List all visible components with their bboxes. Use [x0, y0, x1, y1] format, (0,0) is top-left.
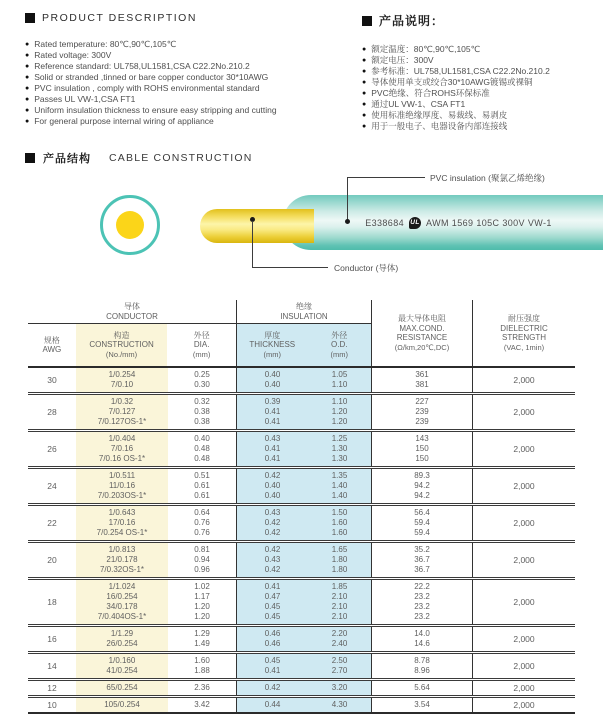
bullet-icon: ●	[25, 118, 30, 125]
cell-thickness: 0.42	[237, 681, 308, 695]
cell-awg: 20	[47, 555, 57, 565]
cell-dia: 0.25 0.30	[168, 368, 237, 392]
cell-dia: 1.60 1.88	[168, 654, 237, 678]
list-item	[362, 99, 603, 110]
list-item-text: Passes UL VW-1,CSA FT1	[34, 94, 136, 104]
cell-thickness: 0.44	[237, 698, 308, 712]
cell-od: 1.65 1.80 1.80	[308, 543, 372, 577]
bullet-icon: ●	[362, 57, 367, 64]
section-title-zh: 产品结构	[43, 153, 91, 165]
list-item	[362, 55, 603, 66]
cell-od: 3.20	[308, 681, 372, 695]
cell-dia: 0.32 0.38 0.38	[168, 395, 237, 429]
header-en: CONSTRUCTION	[89, 340, 154, 350]
cable-cross-section-conductor	[116, 211, 144, 239]
cell-thickness: 0.43 0.42 0.42	[237, 506, 308, 540]
table-row	[28, 695, 575, 712]
header-en: MAX.COND.	[399, 323, 445, 333]
cable-print-left: E338684	[365, 217, 405, 228]
group-label-zh: 导体	[124, 302, 140, 311]
cell-construction: 1/0.813 21/0.178 7/0.32OS-1*	[76, 543, 168, 577]
cell-dia: 0.81 0.94 0.96	[168, 543, 237, 577]
cell-dia: 1.02 1.17 1.20 1.20	[168, 580, 237, 624]
cell-strength: 2,000	[513, 555, 535, 565]
leader-line	[347, 177, 348, 222]
cell-dia: 1.29 1.49	[168, 627, 237, 651]
list-item	[25, 116, 360, 127]
list-item	[362, 66, 603, 77]
cell-strength: 2,000	[513, 375, 535, 385]
cell-dia: 3.42	[168, 698, 237, 712]
table-row	[28, 503, 575, 540]
bullet-icon: ●	[25, 85, 30, 92]
header-zh: 耐压强度	[508, 314, 540, 323]
column-header-awg	[28, 324, 76, 366]
cell-od: 1.35 1.40 1.40	[308, 469, 372, 503]
cell-awg: 28	[47, 407, 57, 417]
list-item	[362, 44, 603, 55]
bullet-icon: ●	[362, 123, 367, 130]
list-item	[25, 61, 360, 72]
list-item	[25, 105, 360, 116]
list-item	[362, 77, 603, 88]
ul-mark-icon: UL	[409, 217, 421, 229]
section-title-text: PRODUCT DESCRIPTION	[42, 12, 197, 24]
spec-table-body	[28, 368, 575, 714]
product-description-title	[25, 12, 360, 24]
table-row	[28, 624, 575, 651]
conductor-subheaders	[28, 324, 236, 366]
product-description-title-zh	[362, 12, 603, 29]
conductor-group	[28, 300, 237, 366]
cable-print-right: AWM 1569 105C 300V VW-1	[426, 217, 552, 228]
cell-awg: 24	[47, 481, 57, 491]
list-item	[362, 110, 603, 121]
header-unit: (VAC, 1min)	[503, 342, 545, 352]
bullet-icon: ●	[25, 96, 30, 103]
insulation-group-label	[237, 300, 371, 324]
cell-construction: 105/0.254	[76, 698, 168, 712]
header-en: STRENGTH	[502, 333, 546, 342]
table-row	[28, 540, 575, 577]
table-row	[28, 429, 575, 466]
cell-resistance: 8.78 8.96	[372, 654, 473, 678]
cell-od: 1.85 2.10 2.10 2.10	[308, 580, 372, 624]
cell-dia: 2.36	[168, 681, 237, 695]
table-row	[28, 466, 575, 503]
header-en: THICKNESS	[249, 340, 296, 350]
cell-construction: 1/0.32 7/0.127 7/0.127OS-1*	[76, 395, 168, 429]
cell-od: 1.05 1.10	[308, 368, 372, 392]
cell-thickness: 0.42 0.43 0.42	[237, 543, 308, 577]
header-unit: (mm)	[263, 349, 281, 359]
header-zh: 厚度	[264, 330, 281, 340]
table-row	[28, 651, 575, 678]
cell-thickness: 0.39 0.41 0.41	[237, 395, 308, 429]
bullet-icon: ●	[362, 90, 367, 97]
cell-thickness: 0.40 0.40	[237, 368, 308, 392]
bullet-icon: ●	[25, 63, 30, 70]
cell-thickness: 0.46 0.46	[237, 627, 308, 651]
cell-awg: 18	[47, 597, 57, 607]
cell-resistance: 56.4 59.4 59.4	[372, 506, 473, 540]
header-en: O.D.	[331, 340, 348, 350]
header-unit: (mm)	[192, 349, 211, 359]
list-item-text: 通过UL VW-1、CSA FT1	[371, 99, 466, 109]
cell-strength: 2,000	[513, 481, 535, 491]
header-zh: 最大导体电阻	[398, 314, 446, 323]
cell-strength: 2,000	[513, 683, 535, 693]
cell-strength: 2,000	[513, 597, 535, 607]
cell-resistance: 89.3 94.2 94.2	[372, 469, 473, 503]
cell-construction: 1/0.254 7/0.10	[76, 368, 168, 392]
spec-table-header	[28, 300, 575, 368]
cell-strength: 2,000	[513, 518, 535, 528]
cell-awg: 22	[47, 518, 57, 528]
column-header-dia	[167, 324, 236, 366]
leader-line	[347, 177, 425, 178]
cell-resistance: 361 381	[372, 368, 473, 392]
cell-resistance: 14.0 14.6	[372, 627, 473, 651]
header-unit: (mm)	[330, 349, 348, 359]
list-item-text: Rated voltage: 300V	[34, 50, 112, 60]
list-item	[25, 39, 360, 50]
product-description-section-zh	[362, 12, 603, 132]
product-description-list-en	[25, 39, 360, 127]
cell-awg: 16	[47, 634, 57, 644]
table-row	[28, 678, 575, 695]
header-unit: (Ω/km,20℃,DC)	[394, 342, 450, 352]
header-unit: (No./mm)	[105, 349, 138, 359]
cable-print-text	[365, 217, 552, 229]
cell-resistance: 143 150 150	[372, 432, 473, 466]
insulation-group	[237, 300, 372, 366]
product-description-section	[25, 12, 360, 127]
list-item	[362, 121, 603, 132]
spec-table	[28, 300, 575, 714]
list-item-text: 参考标准：UL758,UL1581,CSA C22.2No.210.2	[371, 66, 550, 76]
cable-insulation-drawing	[314, 195, 603, 250]
cell-dia: 0.51 0.61 0.61	[168, 469, 237, 503]
cell-awg: 26	[47, 444, 57, 454]
cell-od: 1.10 1.20 1.20	[308, 395, 372, 429]
list-item-text: Solid or stranded ,tinned or bare copper conductor 30*10AWG	[34, 72, 269, 82]
header-zh: 外径	[331, 330, 348, 340]
section-square-icon	[25, 13, 35, 23]
column-header-od	[307, 324, 371, 366]
cell-thickness: 0.42 0.40 0.40	[237, 469, 308, 503]
cell-awg: 30	[47, 375, 57, 385]
bullet-icon: ●	[25, 107, 30, 114]
conductor-group-label	[28, 300, 236, 324]
column-header-resistance	[372, 300, 473, 366]
list-item	[25, 83, 360, 94]
list-item-text: 用于一般电子、电器设备内部连接线	[371, 121, 508, 131]
list-item-text: Rated temperature: 80℃,90℃,105℃	[34, 39, 177, 49]
bullet-icon: ●	[362, 68, 367, 75]
list-item	[25, 72, 360, 83]
cell-construction: 1/0.160 41/0.254	[76, 654, 168, 678]
header-en: DIA.	[193, 340, 210, 350]
list-item-text: 额定电压：300V	[371, 55, 434, 65]
cell-construction: 1/1.024 16/0.254 34/0.178 7/0.404OS-1*	[76, 580, 168, 624]
column-header-thickness	[237, 324, 307, 366]
bullet-icon: ●	[25, 41, 30, 48]
cell-resistance: 3.54	[372, 698, 473, 712]
conductor-label: Conductor (导体)	[334, 263, 399, 273]
section-title-text: 产品说明：	[379, 14, 445, 28]
insulation-subheaders	[237, 324, 371, 366]
bullet-icon: ●	[362, 101, 367, 108]
group-label-en: INSULATION	[280, 311, 328, 321]
list-item	[25, 94, 360, 105]
leader-line	[252, 267, 328, 268]
group-label-zh: 绝缘	[296, 302, 312, 311]
cell-resistance: 227 239 239	[372, 395, 473, 429]
bullet-icon: ●	[25, 74, 30, 81]
cell-dia: 0.40 0.48 0.48	[168, 432, 237, 466]
column-header-construction	[76, 324, 168, 366]
header-en: DIELECTRIC	[500, 323, 548, 333]
leader-dot	[345, 219, 350, 224]
cell-thickness: 0.45 0.41	[237, 654, 308, 678]
cell-thickness: 0.43 0.41 0.41	[237, 432, 308, 466]
cell-strength: 2,000	[513, 700, 535, 710]
header-zh: 外径	[193, 330, 210, 340]
cell-construction: 1/1.29 26/0.254	[76, 627, 168, 651]
list-item-text: 额定温度：80℃,90℃,105℃	[371, 44, 481, 54]
cell-construction: 65/0.254	[76, 681, 168, 695]
product-description-list-zh	[362, 44, 603, 132]
cell-od: 2.50 2.70	[308, 654, 372, 678]
header-en: RESISTANCE	[396, 333, 448, 342]
cell-strength: 2,000	[513, 634, 535, 644]
header-zh: 规格	[43, 335, 60, 345]
cell-construction: 1/0.404 7/0.16 7/0.16 OS-1*	[76, 432, 168, 466]
header-en: AWG	[42, 345, 62, 354]
cell-dia: 0.64 0.76 0.76	[168, 506, 237, 540]
cell-od: 2.20 2.40	[308, 627, 372, 651]
cell-od: 1.25 1.30 1.30	[308, 432, 372, 466]
list-item-text: PVC insulation , comply with ROHS environmental standard	[34, 83, 260, 93]
table-row	[28, 392, 575, 429]
table-row	[28, 577, 575, 624]
bullet-icon: ●	[362, 112, 367, 119]
cell-awg: 10	[47, 700, 57, 710]
leader-line	[252, 221, 253, 267]
section-title-en: CABLE CONSTRUCTION	[109, 152, 253, 164]
cell-construction: 1/0.511 11/0.16 7/0.203OS-1*	[76, 469, 168, 503]
cable-conductor-drawing	[200, 209, 316, 243]
cell-resistance: 5.64	[372, 681, 473, 695]
cell-strength: 2,000	[513, 407, 535, 417]
cell-od: 4.30	[308, 698, 372, 712]
list-item-text: PVC绝缘、符合ROHS环保标准	[371, 88, 490, 98]
bullet-icon: ●	[25, 52, 30, 59]
list-item-text: Reference standard: UL758,UL1581,CSA C22.2No.210.2	[34, 61, 250, 71]
cell-awg: 12	[47, 683, 57, 693]
cell-strength: 2,000	[513, 661, 535, 671]
cell-construction: 1/0.643 17/0.16 7/0.254 OS-1*	[76, 506, 168, 540]
cell-thickness: 0.41 0.47 0.45 0.45	[237, 580, 308, 624]
header-zh: 构造	[113, 330, 130, 340]
section-square-icon	[362, 16, 372, 26]
section-square-icon	[25, 153, 35, 163]
bullet-icon: ●	[362, 46, 367, 53]
cell-awg: 14	[47, 661, 57, 671]
list-item-text: For general purpose internal wiring of appliance	[34, 116, 214, 126]
list-item-text: Uniform insulation thickness to ensure easy stripping and cutting	[34, 105, 277, 115]
table-row	[28, 368, 575, 392]
list-item-text: 导体使用单支或绞合30*10AWG镀锡或裸铜	[371, 77, 533, 87]
list-item	[25, 50, 360, 61]
cell-od: 1.50 1.60 1.60	[308, 506, 372, 540]
cable-construction-title	[25, 150, 253, 166]
list-item	[362, 88, 603, 99]
column-header-strength	[473, 300, 575, 366]
cell-resistance: 35.2 36.7 36.7	[372, 543, 473, 577]
group-label-en: CONDUCTOR	[106, 311, 158, 321]
insulation-label: PVC insulation (聚氯乙烯绝缘)	[430, 173, 545, 183]
cell-strength: 2,000	[513, 444, 535, 454]
bullet-icon: ●	[362, 79, 367, 86]
list-item-text: 使用标准绝缘厚度、易裁线、易剥皮	[371, 110, 508, 120]
cell-resistance: 22.2 23.2 23.2 23.2	[372, 580, 473, 624]
